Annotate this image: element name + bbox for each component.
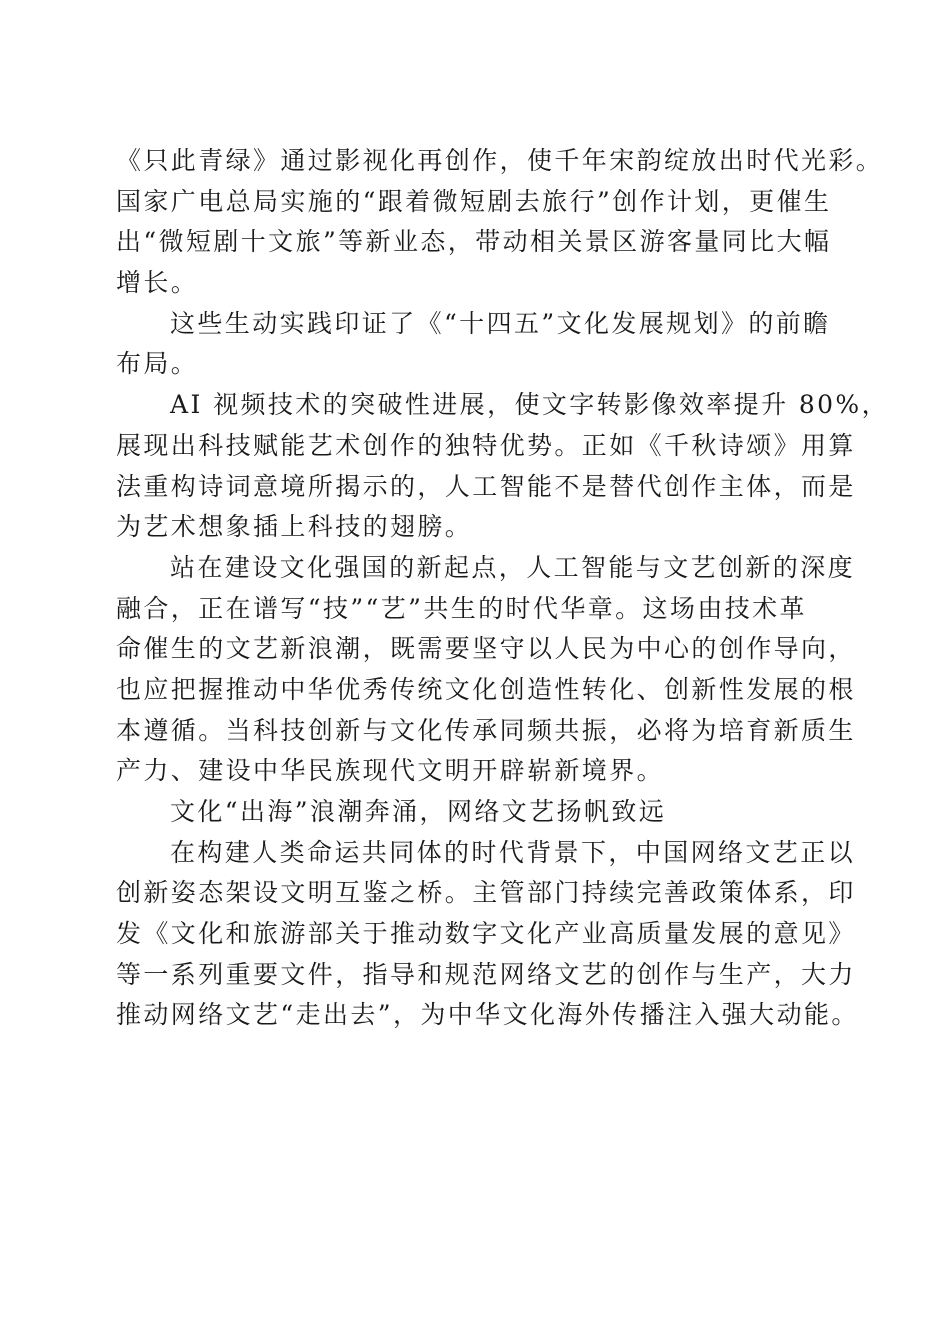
text-line: 法重构诗词意境所揭示的，人工智能不是替代创作主体，而是 bbox=[116, 471, 856, 501]
text-line: 为艺术想象插上科技的翅膀。 bbox=[116, 512, 473, 542]
text-line: 命催生的文艺新浪潮，既需要坚守以人民为中心的创作导向， bbox=[116, 634, 856, 664]
text-line: 推动网络文艺“走出去”，为中华文化海外传播注入强大动能。 bbox=[116, 1000, 859, 1030]
text-line: 创新姿态架设文明互鉴之桥。主管部门持续完善政策体系，印 bbox=[116, 878, 856, 908]
text-line: 也应把握推动中华优秀传统文化创造性转化、创新性发展的根 bbox=[116, 674, 856, 704]
text-line: 出“微短剧十文旅”等新业态，带动相关景区游客量同比大幅 bbox=[116, 227, 832, 257]
text-line: 在构建人类命运共同体的时代背景下，中国网络文艺正以 bbox=[170, 837, 856, 867]
text-line: 等一系列重要文件，指导和规范网络文艺的创作与生产，大力 bbox=[116, 959, 856, 989]
text-line: 融合，正在谱写“技”“艺”共生的时代华章。这场由技术革 bbox=[116, 593, 807, 623]
text-line: 站在建设文化强国的新起点，人工智能与文艺创新的深度 bbox=[170, 552, 856, 582]
text-line: 展现出科技赋能艺术创作的独特优势。正如《千秋诗颂》用算 bbox=[116, 430, 856, 460]
text-line: 《只此青绿》通过影视化再创作，使千年宋韵绽放出时代光彩。 bbox=[116, 146, 884, 175]
text-line: 布局。 bbox=[116, 349, 199, 379]
text-line: 这些生动实践印证了《“十四五”文化发展规划》的前瞻 bbox=[170, 308, 831, 338]
document-body bbox=[116, 141, 889, 1036]
text-line: 文化“出海”浪潮奔涌，网络文艺扬帆致远 bbox=[170, 797, 667, 826]
text-line: AI 视频技术的突破性进展，使文字转影像效率提升 80%， bbox=[170, 390, 889, 420]
text-line: 增长。 bbox=[116, 268, 199, 298]
text-line: 本遵循。当科技创新与文化传承同频共振，必将为培育新质生 bbox=[116, 715, 856, 745]
text-line: 国家广电总局实施的“跟着微短剧去旅行”创作计划，更催生 bbox=[116, 186, 832, 216]
text-line: 发《文化和旅游部关于推动数字文化产业高质量发展的意见》 bbox=[116, 919, 856, 949]
text-line: 产力、建设中华民族现代文明开辟崭新境界。 bbox=[116, 756, 665, 786]
